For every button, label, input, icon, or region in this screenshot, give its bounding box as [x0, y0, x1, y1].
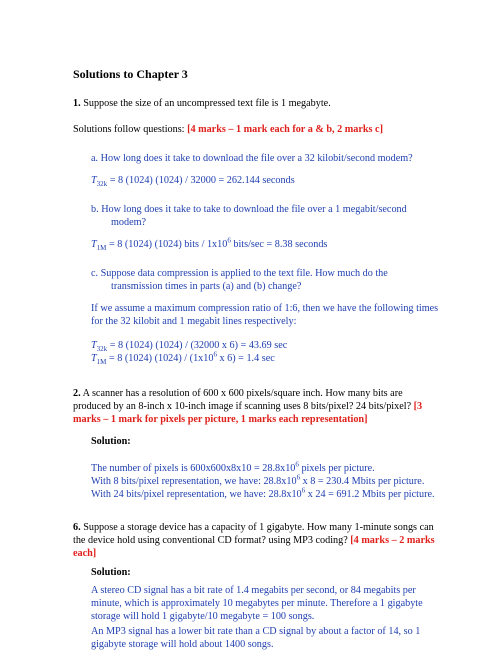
part-c-intro-line-2: for the 32 kilobit and 1 megabit lines respectively:	[91, 316, 297, 327]
question-6-marks-start: [4 marks – 2 marks	[350, 535, 435, 546]
question-2-solution-label: Solution:	[91, 436, 131, 447]
part-c-question-line-2: transmission times in parts (a) and (b) change?	[111, 281, 302, 292]
question-1	[73, 97, 331, 110]
part-c-intro-line-1: If we assume a maximum compression ratio of 1:6, then we have the following times	[91, 303, 439, 314]
question-6-answer-cd-line-2: minute, which is approximately 10 megabytes per minute. Therefore a 1 gigabyte	[91, 598, 423, 609]
solutions-intro: Solutions follow questions:	[73, 124, 185, 135]
part-c-answer-32k: $T_{32k} = 8$ (1024) (1024) / (32000 x 6) = 43.69 sec	[91, 340, 288, 354]
question-1-text: Suppose the size of an uncompressed text file is 1 megabyte.	[83, 98, 331, 109]
question-1-number: 1.	[73, 98, 81, 109]
question-6-number: 6.	[73, 522, 81, 533]
question-2-line-2: produced by an 8-inch x 10-inch image if scanning uses 8 bits/pixel? 24 bits/pixel? [3	[73, 401, 423, 412]
question-2-answer-8bit: With 8 bits/pixel representation, we have: $28.8x10^6$ x 8 = 230.4 Mbits per picture.	[91, 473, 425, 487]
question-1-marks: [4 marks – 1 mark each for a & b, 2 marks c]	[187, 124, 383, 135]
question-6-answer-mp3-line-1: An MP3 signal has a lower bit rate than a CD signal by about a factor of 14, so 1	[91, 626, 421, 637]
part-b-question-line-2: modem?	[111, 217, 147, 228]
question-6-solution-label: Solution:	[91, 567, 131, 578]
question-6-marks: each]	[73, 548, 97, 559]
question-1-intro	[73, 123, 383, 136]
question-2-marks: marks – 1 mark for pixels per picture, 1 marks each representation]	[73, 414, 368, 425]
question-2-number: 2.	[73, 388, 81, 399]
part-c-answer-1m: $T_{1M} = 8$ (1024) $(1024) / (1x10^6$ x 6) = 1.4 sec	[91, 350, 275, 367]
question-2-answer-pixels: The number of pixels is $600x600x8x10 = 28.8x10^6$ pixels per picture.	[91, 460, 375, 474]
question-2-answer-24bit: With 24 bits/pixel representation, we have: $28.8x10^6$ x 24 = 691.2 Mbits per picture.	[91, 486, 435, 500]
question-6-line-1: 6. Suppose a storage device has a capacity of 1 gigabyte. How many 1-minute songs can	[73, 522, 434, 533]
part-a-question: a. How long does it take to download the file over a 32 kilobit/second modem?	[91, 153, 413, 164]
part-b-answer: $T_{1M} = 8$ (1024) (1024) bits / $1x10^6$ bits/sec = 8.38 seconds	[91, 236, 328, 253]
question-6-line-2: the device hold using conventional CD format? using MP3 coding? [4 marks – 2 marks	[73, 535, 435, 546]
chapter-title: Solutions to Chapter 3	[73, 67, 188, 81]
question-6-answer-cd-line-1: A stereo CD signal has a bit rate of 1.4 megabits per second, or 84 megabits per	[91, 585, 416, 596]
part-a-answer: $T_{32k} = 8$ (1024) (1024) / 32000 = 262.144 seconds	[91, 175, 295, 189]
question-6-answer-mp3-line-2: gigabyte storage will hold about 1400 songs.	[91, 639, 274, 650]
part-c-question-line-1: c. Suppose data compression is applied to the text file. How much do the	[91, 268, 388, 279]
question-2-marks-start: [3	[413, 401, 423, 412]
question-6-answer-cd-line-3: storage will hold 1 gigabyte/10 megabyte = 100 songs.	[91, 611, 315, 622]
question-2-line-1: 2. A scanner has a resolution of 600 x 600 pixels/square inch. How many bits are	[73, 388, 403, 399]
part-b-question-line-1: b. How long does it take to take to download the file over a 1 megabit/second	[91, 204, 407, 215]
